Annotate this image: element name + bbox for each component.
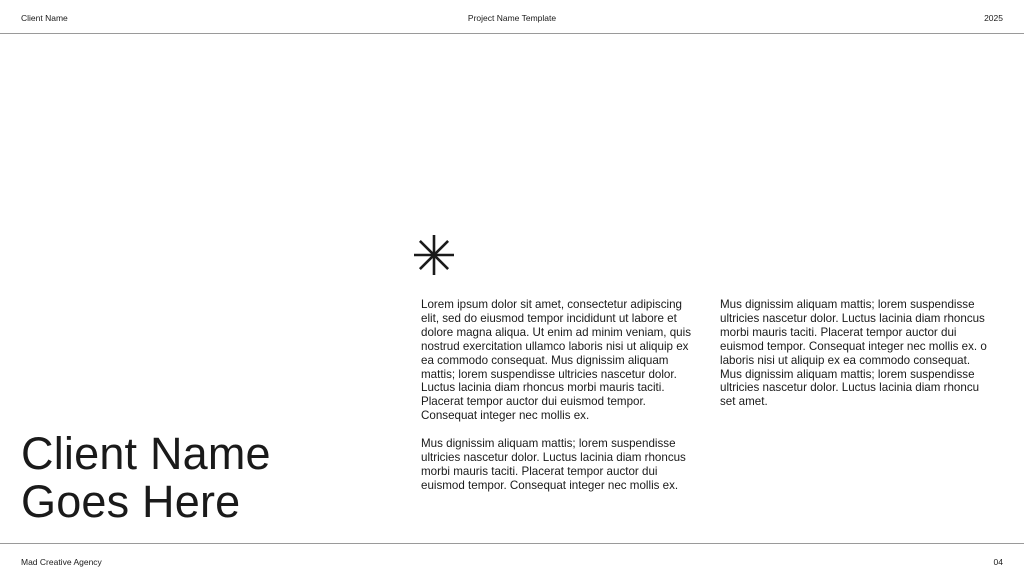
hero-title-line-2: Goes Here — [21, 476, 241, 527]
page-header — [0, 0, 1024, 34]
body-column-2 — [720, 298, 990, 423]
body-paragraph: Mus dignissim aliquam mattis; lorem suspendisse ultricies nascetur dolor. Luctus lacinia diam rhoncus morbi mauris taciti. Placerat tempor auctor dui euismod tempor. Consequat integer nec mollis ex. — [421, 437, 686, 492]
footer-agency-name: Mad Creative Agency — [21, 557, 102, 567]
page-footer — [0, 543, 1024, 576]
header-client-name: Client Name — [21, 13, 68, 23]
body-paragraph: Mus dignissim aliquam mattis; lorem suspendisse ultricies nascetur dolor. Luctus lacinia diam rhoncus morbi mauris taciti. Placerat tempor auctor dui euismod tempor. Consequat integer nec mollis ex. o laboris nisi ut aliquip ex ea commodo consequat. Mus dignissim aliquam mattis; lorem suspendisse ultricies nascetur dolor. Luctus lacinia diam rhoncu set amet. — [720, 298, 987, 409]
asterisk-icon — [413, 234, 455, 276]
body-paragraph: Lorem ipsum dolor sit amet, consectetur adipiscing elit, sed do eiusmod tempor incididunt ut labore et dolore magna aliqua. Ut enim ad minim veniam, quis nostrud exercitation ullamco laboris nisi ut aliquip ex ea commodo consequat. Mus dignissim aliquam mattis; lorem suspendisse ultricies nascetur dolor. Luctus lacinia diam rhoncus morbi mauris taciti. Placerat tempor auctor dui euismod tempor. Consequat integer nec mollis ex. — [421, 298, 692, 423]
footer-page-number: 04 — [993, 557, 1003, 567]
header-year: 2025 — [984, 13, 1003, 23]
hero-title — [21, 430, 271, 526]
header-project-name: Project Name Template — [467, 13, 557, 23]
hero-title-line-1: Client Name — [21, 428, 271, 479]
body-column-1 — [421, 298, 701, 507]
